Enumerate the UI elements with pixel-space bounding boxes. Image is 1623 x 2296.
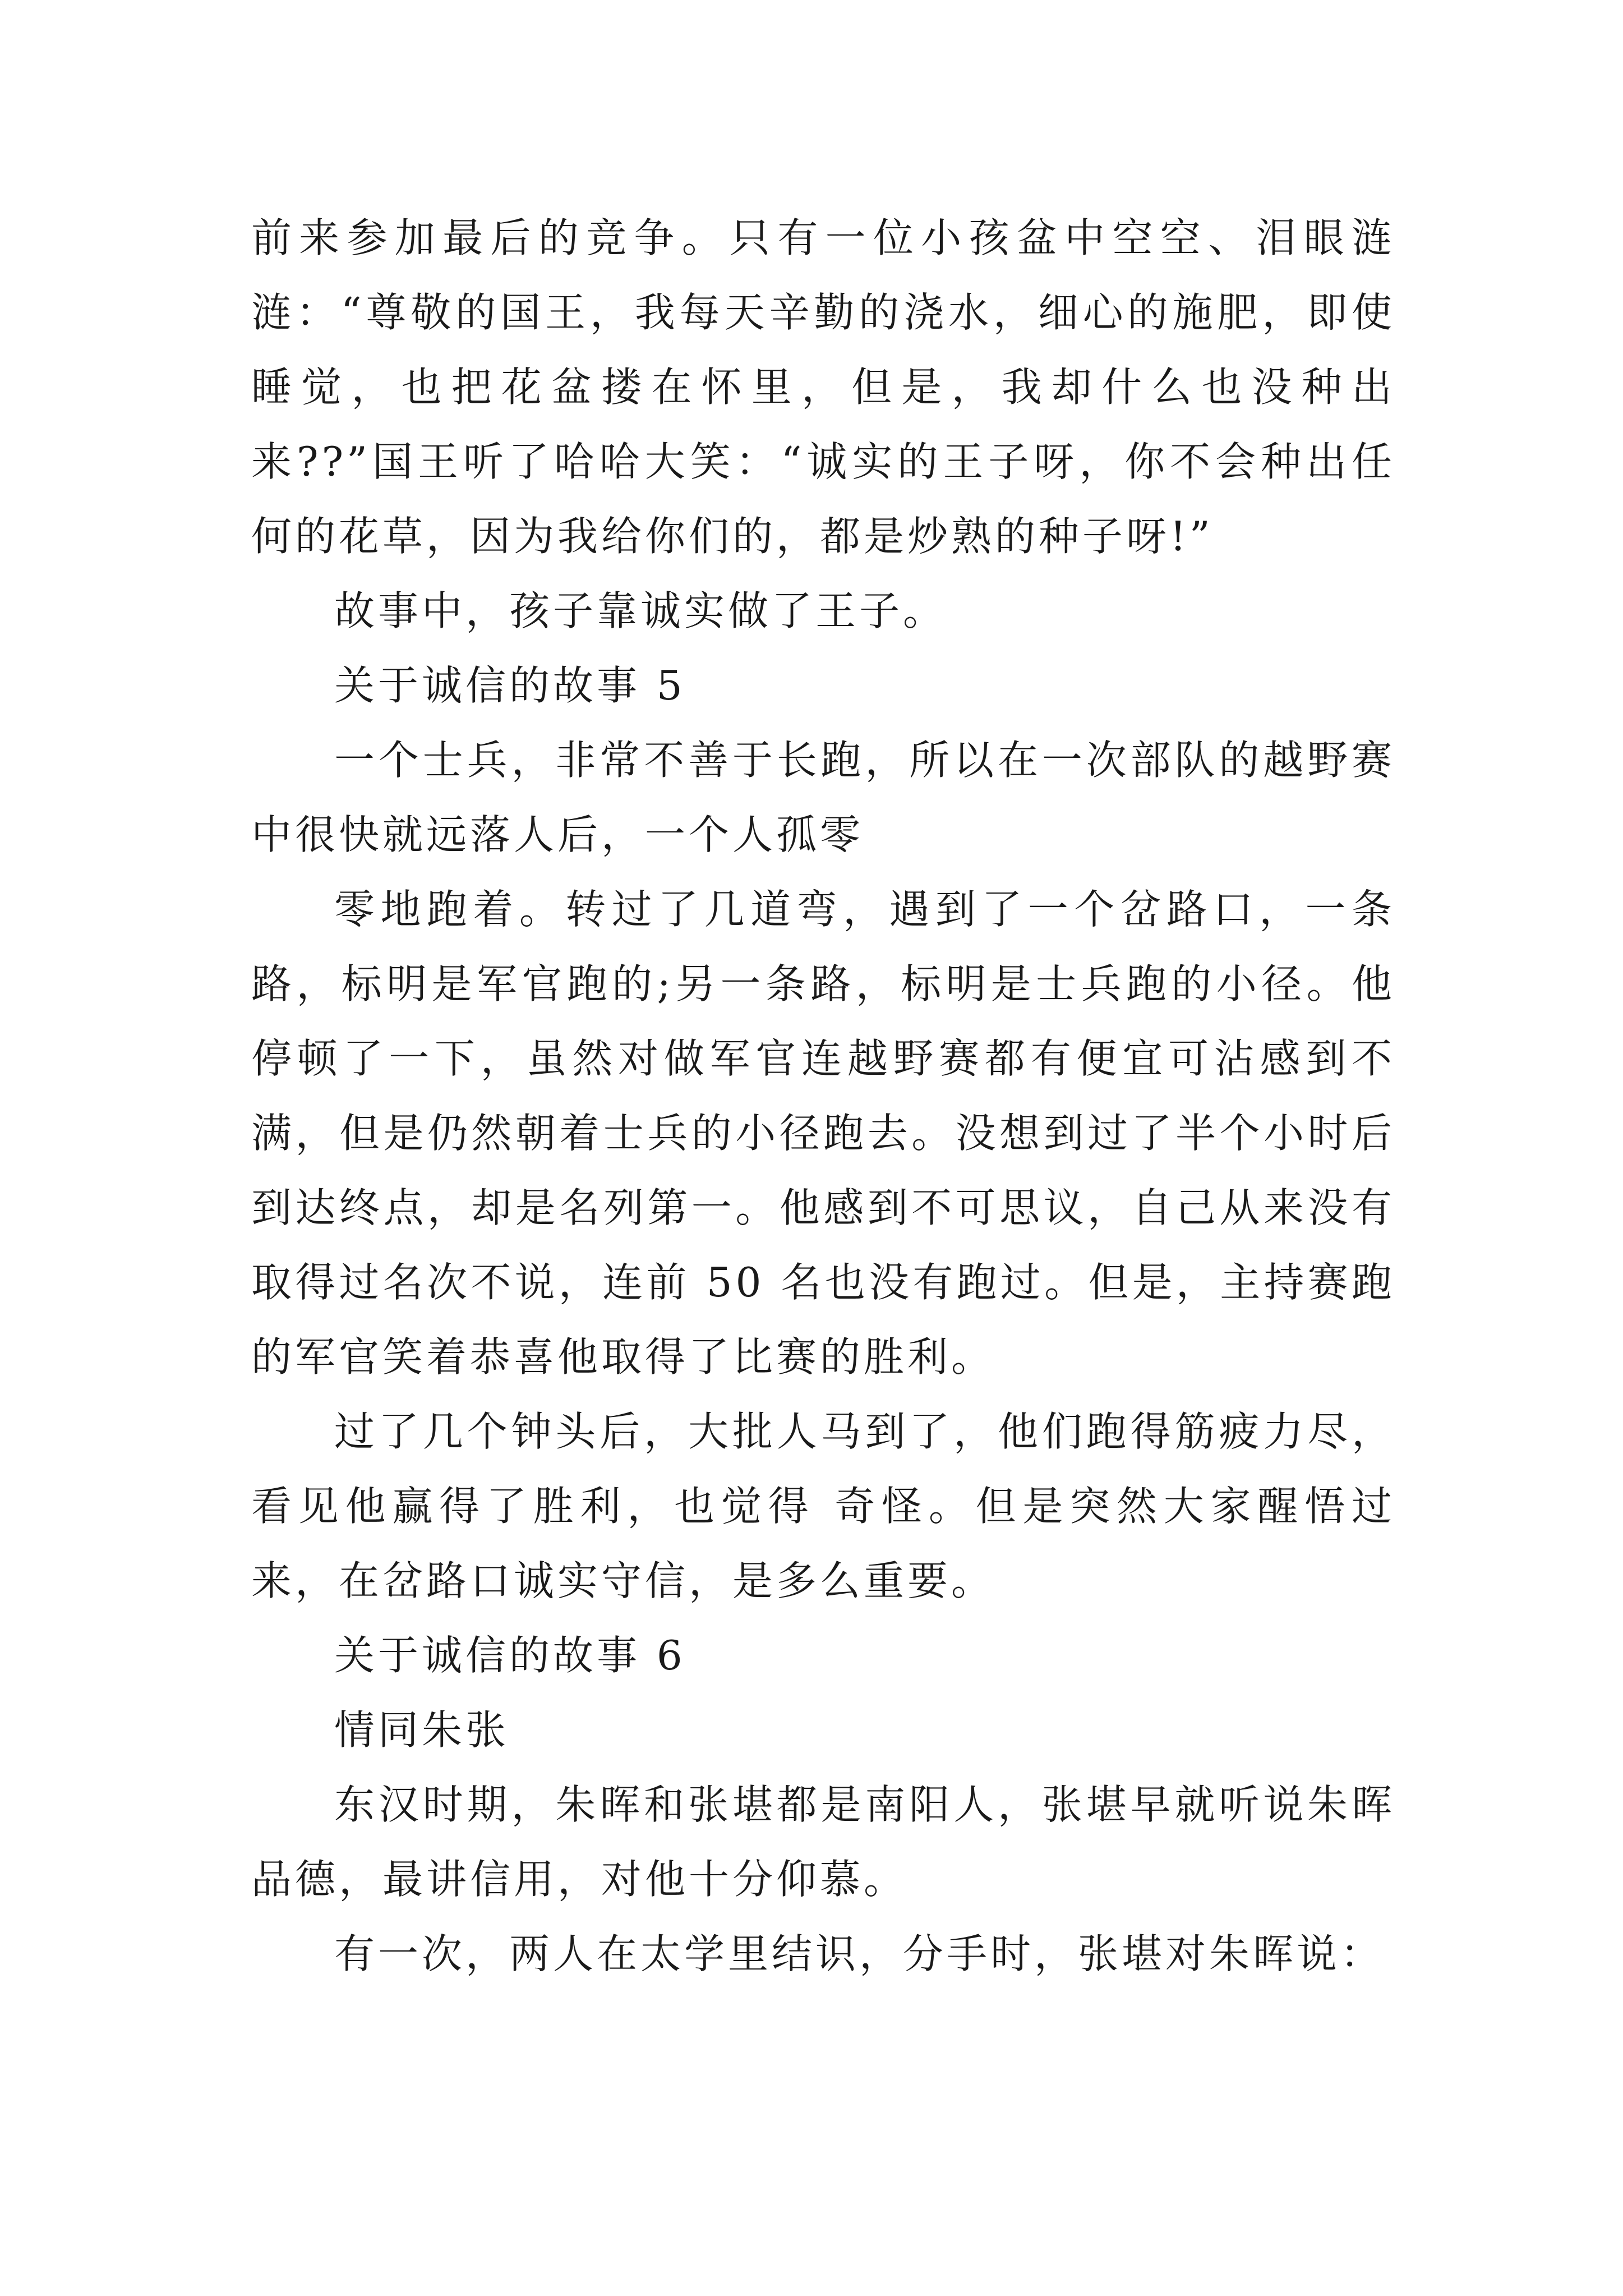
paragraph: 有一次，两人在太学里结识，分手时，张堪对朱晖说：	[334, 1930, 1385, 1977]
section-heading: 关于诚信的故事 6	[334, 1632, 686, 1679]
paragraph: 前来参加最后的竞争。只有一位小孩盆中空空、泪眼涟涟：“尊敬的国王，我每天辛勤的浇水，细心的施肥，即使睡觉，也把花盆搂在怀里，但是，我却什么也没种出来??”国王听了哈哈大笑：“诚实的王子呀，你不会种出任何的花草，因为我给你们的，都是炒熟的种子呀!”	[251, 214, 1395, 560]
paragraph: 一个士兵，非常不善于长跑，所以在一次部队的越野赛中很快就远落人后，一个人孤零	[251, 737, 1395, 858]
paragraph: 故事中，孩子靠诚实做了王子。	[334, 587, 947, 634]
story-title: 情同朱张	[334, 1706, 510, 1754]
paragraph: 东汉时期，朱晖和张堪都是南阳人，张堪早就听说朱晖品德，最讲信用，对他十分仰慕。	[251, 1781, 1395, 1903]
section-heading: 关于诚信的故事 5	[334, 662, 686, 709]
paragraph: 过了几个钟头后，大批人马到了，他们跑得筋疲力尽，看见他赢得了胜利，也觉得 奇怪。但是突然大家醒悟过来，在岔路口诚实守信，是多么重要。	[251, 1408, 1395, 1604]
body-text	[251, 201, 1395, 1991]
paragraph: 零地跑着。转过了几道弯，遇到了一个岔路口，一条路，标明是军官跑的;另一条路，标明是士兵跑的小径。他停顿了一下，虽然对做军官连越野赛都有便宜可沾感到不满，但是仍然朝着士兵的小径跑去。没想到过了半个小时后到达终点，却是名列第一。他感到不可思议，自己从来没有取得过名次不说，连前 50 名也没有跑过。但是，主持赛跑的军官笑着恭喜他取得了比赛的胜利。	[251, 886, 1395, 1381]
